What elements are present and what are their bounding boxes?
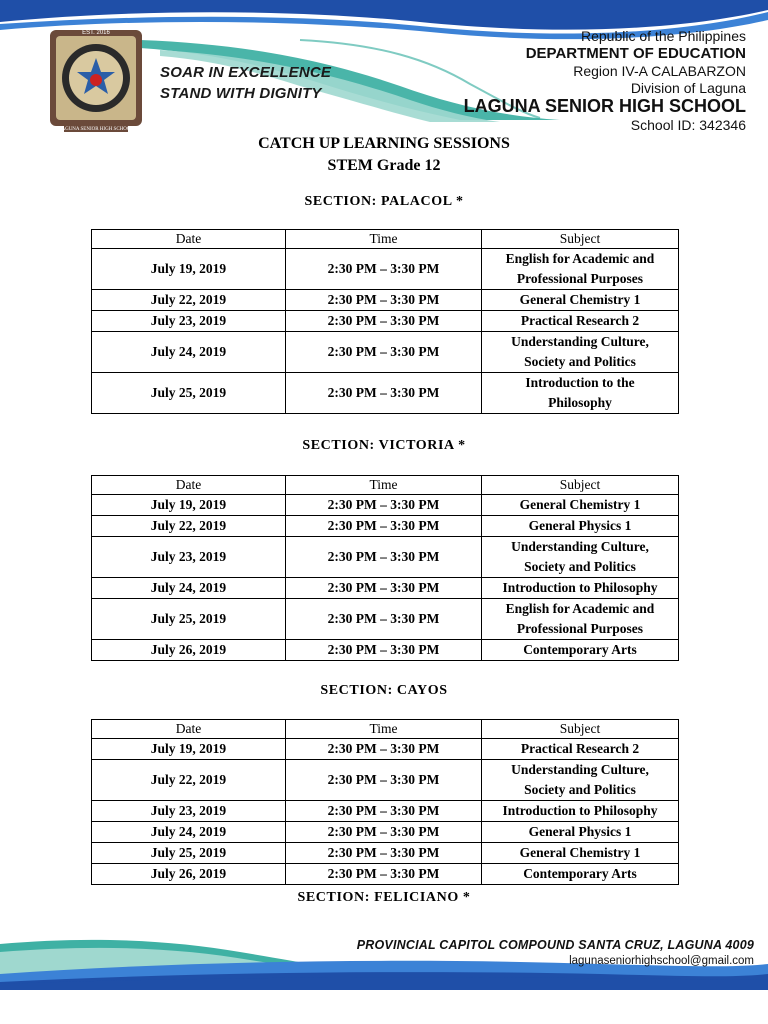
subject-line: General Chemistry 1 <box>519 497 641 512</box>
date-cell: July 24, 2019 <box>92 332 286 373</box>
subject-cell <box>482 332 679 373</box>
schedule-table-victoria <box>91 475 679 661</box>
table-row <box>92 760 679 801</box>
subject-cell <box>482 537 679 578</box>
table-row <box>92 311 679 332</box>
table-row <box>92 843 679 864</box>
table-row <box>92 495 679 516</box>
section-label-palacol: SECTION: PALACOL * <box>304 194 464 209</box>
time-cell: 2:30 PM – 3:30 PM <box>286 290 482 311</box>
time-cell: 2:30 PM – 3:30 PM <box>286 537 482 578</box>
school-name: LAGUNA SENIOR HIGH SCHOOL <box>463 96 746 116</box>
subject-line: Society and Politics <box>524 559 636 574</box>
table-header-row <box>92 476 679 495</box>
motto-line-1: SOAR IN EXCELLENCE <box>160 64 332 81</box>
subject-line: General Physics 1 <box>528 824 632 839</box>
subject-line: General Chemistry 1 <box>519 845 641 860</box>
school-seal-logo <box>44 22 148 134</box>
date-cell: July 24, 2019 <box>92 822 286 843</box>
date-cell: July 23, 2019 <box>92 801 286 822</box>
subject-line: Society and Politics <box>524 354 636 369</box>
schedule-table-palacol <box>91 229 679 414</box>
subject-line: Introduction to Philosophy <box>502 803 658 818</box>
subject-line: Professional Purposes <box>516 621 644 636</box>
column-header-date: Date <box>92 230 286 249</box>
section-label-victoria: SECTION: VICTORIA * <box>302 438 466 453</box>
subject-line: Contemporary Arts <box>523 866 637 881</box>
date-cell: July 26, 2019 <box>92 640 286 661</box>
date-cell: July 26, 2019 <box>92 864 286 885</box>
division-text: Division of Laguna <box>630 80 746 96</box>
table-row <box>92 599 679 640</box>
subject-cell <box>482 843 679 864</box>
column-header-date: Date <box>92 720 286 739</box>
section-label-cayos: SECTION: CAYOS <box>320 683 448 698</box>
subject-line: General Physics 1 <box>528 518 632 533</box>
time-cell: 2:30 PM – 3:30 PM <box>286 495 482 516</box>
table-row <box>92 290 679 311</box>
date-cell: July 19, 2019 <box>92 739 286 760</box>
time-cell: 2:30 PM – 3:30 PM <box>286 843 482 864</box>
footer-email: lagunaseniorhighschool@gmail.com <box>569 955 754 967</box>
time-cell: 2:30 PM – 3:30 PM <box>286 516 482 537</box>
subject-cell <box>482 640 679 661</box>
column-header-subject: Subject <box>482 230 679 249</box>
subject-line: Practical Research 2 <box>520 313 640 328</box>
date-cell: July 22, 2019 <box>92 516 286 537</box>
time-cell: 2:30 PM – 3:30 PM <box>286 760 482 801</box>
subject-line: Society and Politics <box>524 782 636 797</box>
subject-line: English for Academic and <box>505 251 655 266</box>
date-cell: July 25, 2019 <box>92 843 286 864</box>
time-cell: 2:30 PM – 3:30 PM <box>286 739 482 760</box>
motto-line-2: STAND WITH DIGNITY <box>160 85 322 102</box>
table-row <box>92 578 679 599</box>
date-cell: July 23, 2019 <box>92 311 286 332</box>
table-row <box>92 332 679 373</box>
date-cell: July 22, 2019 <box>92 290 286 311</box>
column-header-time: Time <box>286 476 482 495</box>
section-label-feliciano: SECTION: FELICIANO * <box>297 890 471 905</box>
column-header-time: Time <box>286 230 482 249</box>
department-text: DEPARTMENT OF EDUCATION <box>525 45 746 62</box>
subject-cell <box>482 599 679 640</box>
subject-cell <box>482 516 679 537</box>
table-header-row <box>92 720 679 739</box>
date-cell: July 25, 2019 <box>92 599 286 640</box>
column-header-date: Date <box>92 476 286 495</box>
subject-cell <box>482 864 679 885</box>
subject-line: English for Academic and <box>505 601 655 616</box>
date-cell: July 19, 2019 <box>92 495 286 516</box>
time-cell: 2:30 PM – 3:30 PM <box>286 640 482 661</box>
date-cell: July 25, 2019 <box>92 373 286 414</box>
subject-cell <box>482 495 679 516</box>
subject-line: Contemporary Arts <box>523 642 637 657</box>
subject-cell <box>482 290 679 311</box>
table-row <box>92 249 679 290</box>
subject-line: Practical Research 2 <box>520 741 640 756</box>
column-header-subject: Subject <box>482 720 679 739</box>
subject-line: Introduction to Philosophy <box>502 580 658 595</box>
subject-cell <box>482 249 679 290</box>
schedule-table-cayos <box>91 719 679 885</box>
seal-year-text: EST. 2016 <box>82 30 110 36</box>
date-cell: July 24, 2019 <box>92 578 286 599</box>
school-id: School ID: 342346 <box>630 117 746 133</box>
column-header-time: Time <box>286 720 482 739</box>
subject-cell <box>482 739 679 760</box>
column-header-subject: Subject <box>482 476 679 495</box>
seal-ring-text: LAGUNA SENIOR HIGH SCHOOL <box>58 127 134 132</box>
time-cell: 2:30 PM – 3:30 PM <box>286 578 482 599</box>
footer-address: PROVINCIAL CAPITOL COMPOUND SANTA CRUZ, LAGUNA 4009 <box>356 938 754 952</box>
time-cell: 2:30 PM – 3:30 PM <box>286 249 482 290</box>
subject-line: Understanding Culture, <box>511 539 649 554</box>
time-cell: 2:30 PM – 3:30 PM <box>286 822 482 843</box>
time-cell: 2:30 PM – 3:30 PM <box>286 332 482 373</box>
date-cell: July 23, 2019 <box>92 537 286 578</box>
document-title: CATCH UP LEARNING SESSIONS <box>258 135 510 152</box>
subject-line: Introduction to the <box>525 375 635 390</box>
region-text: Region IV-A CALABARZON <box>573 63 746 79</box>
table-row <box>92 739 679 760</box>
table-row <box>92 516 679 537</box>
table-header-row <box>92 230 679 249</box>
subject-cell <box>482 801 679 822</box>
time-cell: 2:30 PM – 3:30 PM <box>286 864 482 885</box>
time-cell: 2:30 PM – 3:30 PM <box>286 311 482 332</box>
subject-line: General Chemistry 1 <box>519 292 641 307</box>
subject-line: Understanding Culture, <box>511 334 649 349</box>
subject-cell <box>482 578 679 599</box>
subject-cell <box>482 311 679 332</box>
table-row <box>92 537 679 578</box>
subject-line: Understanding Culture, <box>511 762 649 777</box>
date-cell: July 22, 2019 <box>92 760 286 801</box>
republic-text: Republic of the Philippines <box>581 28 746 44</box>
table-row <box>92 864 679 885</box>
table-row <box>92 822 679 843</box>
time-cell: 2:30 PM – 3:30 PM <box>286 599 482 640</box>
subject-cell <box>482 373 679 414</box>
table-row <box>92 373 679 414</box>
date-cell: July 19, 2019 <box>92 249 286 290</box>
subject-line: Philosophy <box>548 395 612 410</box>
document-subtitle: STEM Grade 12 <box>327 157 441 174</box>
time-cell: 2:30 PM – 3:30 PM <box>286 373 482 414</box>
table-row <box>92 801 679 822</box>
subject-cell <box>482 760 679 801</box>
table-row <box>92 640 679 661</box>
subject-line: Professional Purposes <box>516 271 644 286</box>
time-cell: 2:30 PM – 3:30 PM <box>286 801 482 822</box>
subject-cell <box>482 822 679 843</box>
